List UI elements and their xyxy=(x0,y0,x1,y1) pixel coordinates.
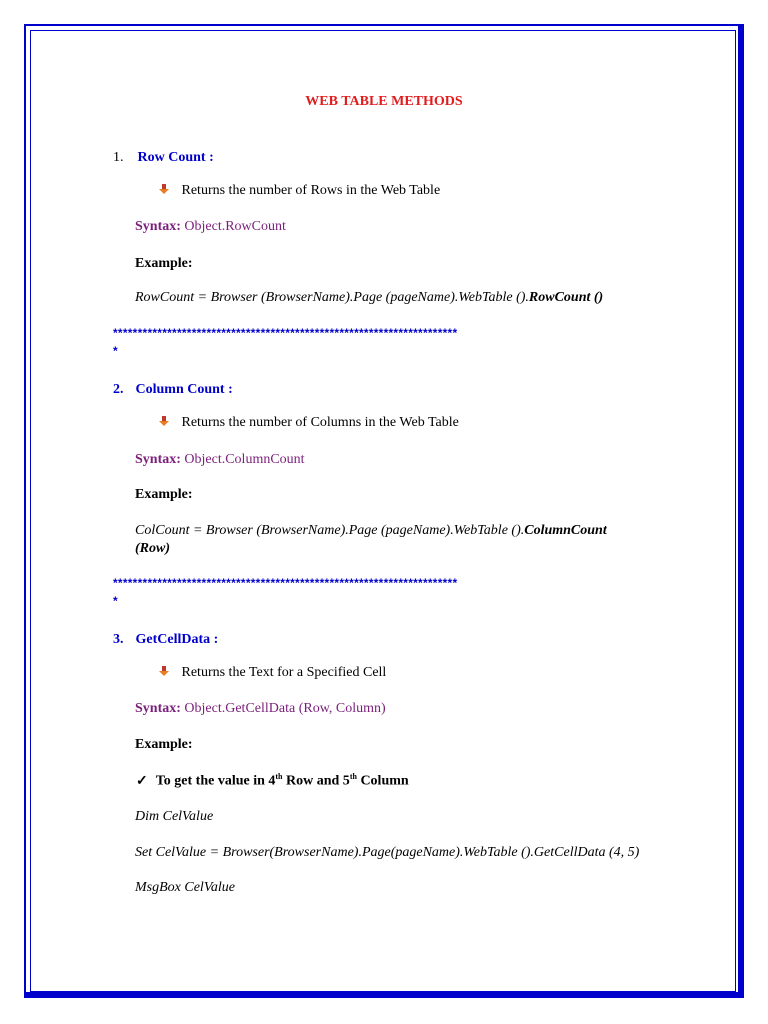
check-text-c: Column xyxy=(356,773,409,789)
section-2-header xyxy=(113,380,233,398)
section-1-bullet xyxy=(158,183,440,199)
code-text: RowCount = Browser (BrowserName).Page (pageName).WebTable (). xyxy=(135,290,529,305)
section-2-syntax xyxy=(135,452,305,468)
section-1-syntax xyxy=(135,219,286,235)
code-method: RowCount () xyxy=(528,290,604,305)
document-title: WEB TABLE METHODS xyxy=(305,94,463,109)
check-text-a: To get the value in 4 xyxy=(155,773,276,789)
section-number: 3. xyxy=(113,632,124,647)
section-number: 1. xyxy=(113,150,124,165)
section-number: 2. xyxy=(113,382,124,397)
separator-2: ********************************************************************** xyxy=(113,576,458,590)
section-3-syntax xyxy=(135,701,386,717)
section-3-example-label: Example: xyxy=(135,737,193,752)
section-heading: Row Count : xyxy=(137,150,214,165)
section-1-header xyxy=(113,148,214,166)
arrow-down-bullet-icon xyxy=(158,665,170,677)
syntax-value: Object.ColumnCount xyxy=(184,452,305,467)
code-method-arg: (Row) xyxy=(135,541,170,556)
section-1-code xyxy=(135,290,603,306)
syntax-label: Syntax: xyxy=(135,452,181,467)
section-3-check-item xyxy=(136,772,409,790)
syntax-value: Object.GetCellData (Row, Column) xyxy=(184,701,386,716)
syntax-label: Syntax: xyxy=(135,219,181,234)
section-heading: GetCellData : xyxy=(135,632,219,647)
section-1-example-label: Example: xyxy=(135,256,193,271)
bullet-text: Returns the number of Rows in the Web Table xyxy=(181,183,441,198)
bullet-text: Returns the Text for a Specified Cell xyxy=(181,665,387,680)
section-heading: Column Count : xyxy=(135,382,233,397)
section-3-code-line-1: Dim CelValue xyxy=(135,809,214,824)
section-2-code-line-2 xyxy=(135,541,170,557)
syntax-label: Syntax: xyxy=(135,701,181,716)
separator-1: ********************************************************************** xyxy=(113,326,458,340)
separator-2-tail: * xyxy=(113,594,118,608)
section-3-bullet xyxy=(158,665,386,681)
section-2-example-label: Example: xyxy=(135,487,193,502)
separator-1-tail: * xyxy=(113,344,118,358)
section-2-code-line-1 xyxy=(135,523,607,539)
arrow-down-bullet-icon xyxy=(158,415,170,427)
bullet-text: Returns the number of Columns in the Web Table xyxy=(181,415,459,430)
section-3-code-line-2: Set CelValue = Browser(BrowserName).Page(pageName).WebTable ().GetCellData (4, 5) xyxy=(135,845,640,860)
ordinal-suffix: th xyxy=(349,772,357,781)
arrow-down-bullet-icon xyxy=(158,183,170,195)
check-text-b: Row and 5 xyxy=(282,773,350,789)
checkmark-icon: ✓ xyxy=(136,773,148,789)
ordinal-suffix: th xyxy=(275,772,283,781)
section-2-bullet xyxy=(158,415,459,431)
syntax-value: Object.RowCount xyxy=(184,219,286,234)
code-method: ColumnCount xyxy=(524,523,607,538)
section-3-header xyxy=(113,630,218,648)
code-text: ColCount = Browser (BrowserName).Page (pageName).WebTable (). xyxy=(135,523,525,538)
section-3-code-line-3: MsgBox CelValue xyxy=(135,880,235,895)
